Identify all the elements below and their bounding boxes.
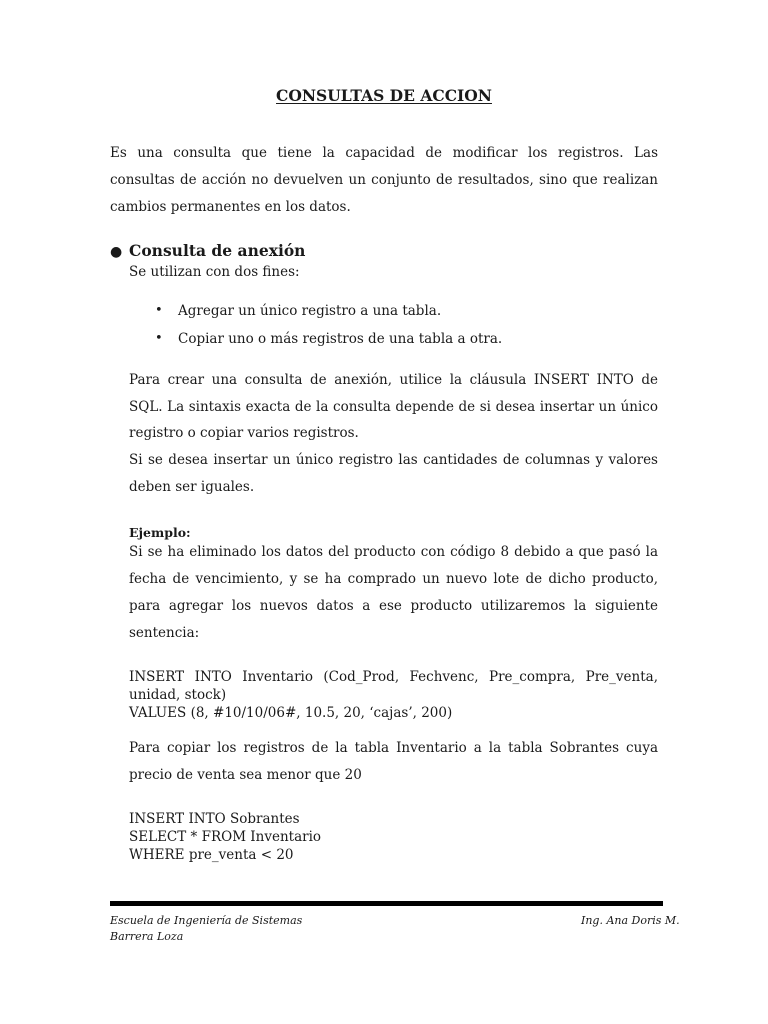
code-line: VALUES (8, #10/10/06#, 10.5, 20, ‘cajas’, 200) xyxy=(129,705,453,721)
paragraph-insert-into: Para crear una consulta de anexión, utilice la cláusula INSERT INTO de SQL. La sintaxis exacta de la consulta depende de si desea insertar un único registro o copiar varios registros. xyxy=(129,372,658,441)
section-heading xyxy=(110,240,670,263)
list-item: • Copiar uno o más registros de una tabla a otra. xyxy=(155,325,675,353)
example-label: Ejemplo: xyxy=(129,525,191,540)
code-line: unidad, stock) xyxy=(129,687,227,703)
code-line: INSERT INTO Inventario (Cod_Prod, Fechvenc, Pre_compra, Pre_venta, xyxy=(129,669,658,685)
copy-paragraph: Para copiar los registros de la tabla Inventario a la tabla Sobrantes cuya precio de venta sea menor que 20 xyxy=(129,740,658,783)
footer-left xyxy=(110,913,302,945)
footer-author-surname: Barrera Loza xyxy=(110,930,184,943)
footer-divider xyxy=(110,901,663,906)
code-line: INSERT INTO Sobrantes xyxy=(129,811,300,827)
page-title: CONSULTAS DE ACCION xyxy=(276,86,492,105)
footer-school: Escuela de Ingeniería de Sistemas xyxy=(110,914,303,927)
paragraph-columns-values: Si se desea insertar un único registro las cantidades de columnas y valores deben ser iguales. xyxy=(129,452,658,495)
insert-values-code xyxy=(129,668,658,722)
uses-list xyxy=(155,297,675,353)
example-paragraph: Si se ha eliminado los datos del producto con código 8 debido a que pasó la fecha de vencimiento, y se ha comprado un nuevo lote de dicho producto, para agregar los nuevos datos a ese producto utilizaremos la siguiente sentencia: xyxy=(129,544,658,641)
intro-paragraph: Es una consulta que tiene la capacidad de modificar los registros. Las consultas de acción no devuelven un conjunto de resultados, sino que realizan cambios permanentes en los datos. xyxy=(110,145,658,215)
insert-select-code xyxy=(129,810,658,864)
code-line: SELECT * FROM Inventario xyxy=(129,829,322,845)
code-line: WHERE pre_venta < 20 xyxy=(129,847,294,863)
bullet-icon: ● xyxy=(110,244,123,260)
section-heading-text: Consulta de anexión xyxy=(129,241,306,260)
list-item: • Agregar un único registro a una tabla. xyxy=(155,297,675,325)
uses-intro: Se utilizan con dos fines: xyxy=(129,264,300,280)
footer-author: Ing. Ana Doris M. xyxy=(581,914,680,927)
